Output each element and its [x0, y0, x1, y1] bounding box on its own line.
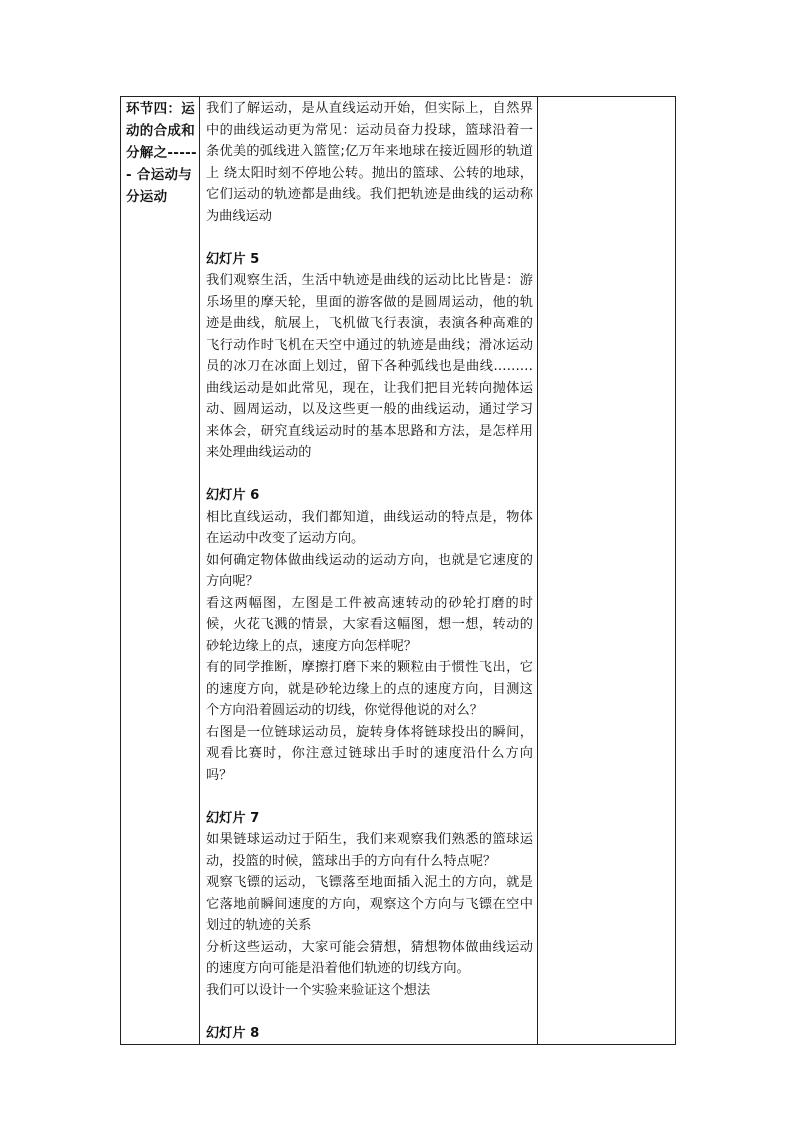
- slide-heading: 幻灯片 8: [206, 1025, 260, 1041]
- content-cell: [200, 97, 538, 1045]
- section-label-cell: [121, 97, 200, 1045]
- spacer: [206, 227, 533, 249]
- section-label: 环节四：运动的合成和分解之------ 合运动与分运动: [126, 101, 197, 205]
- spacer: [206, 464, 533, 486]
- slide-paragraph: 分析这些运动，大家可能会猜想，猜想物体做曲线运动的速度方向可能是沿着他们轨迹的切线方向。: [206, 939, 533, 976]
- slide-paragraph: 如何确定物体做曲线运动的运动方向，也就是它速度的方向呢？: [206, 552, 533, 589]
- slide-paragraph: 看这两幅图，左图是工件被高速转动的砂轮打磨的时候，火花飞溅的情景，大家看这幅图，想一想，转动的砂轮边缘上的点，速度方向怎样呢？: [206, 595, 533, 654]
- table-row: [121, 97, 676, 1045]
- notes-cell: [538, 97, 676, 1045]
- spacer: [206, 786, 533, 808]
- slide-heading: 幻灯片 5: [206, 251, 260, 267]
- intro-paragraph: 我们了解运动，是从直线运动开始，但实际上，自然界中的曲线运动更为常见：运动员奋力投球，篮球沿着一条优美的弧线进入篮筐;亿万年来地球在接近圆形的轨道上 绕太阳时刻不停地公转。抛出的篮球、公转的地球，它们运动的轨迹都是曲线。我们把轨迹是曲线的运动称为曲线运动: [206, 101, 533, 224]
- spacer: [206, 1001, 533, 1023]
- slide-paragraph: 我们观察生活，生活中轨迹是曲线的运动比比皆是：游乐场里的摩天轮，里面的游客做的是圆周运动，他的轨迹是曲线，航展上，飞机做飞行表演，表演各种高难的飞行动作时飞机在天空中通过的轨迹是曲线；滑冰运动员的冰刀在冰面上划过，留下各种弧线也是曲线………曲线运动是如此常见，现在，让我们把目光转向抛体运动、圆周运动，以及这些更一般的曲线运动，通过学习来体会，研究直线运动时的基本思路和方法，是怎样用来处理曲线运动的: [206, 273, 533, 460]
- slide-paragraph: 有的同学推断，摩擦打磨下来的颗粒由于惯性飞出，它的速度方向，就是砂轮边缘上的点的速度方向，目测这个方向沿着圆运动的切线，你觉得他说的对么？: [206, 660, 533, 718]
- slide-heading: 幻灯片 7: [206, 810, 260, 826]
- slide-paragraph: 观察飞镖的运动，飞镖落至地面插入泥土的方向，就是它落地前瞬间速度的方向，观察这个方向与飞镖在空中划过的轨迹的关系: [206, 875, 533, 933]
- content-body: [200, 97, 537, 1044]
- slide-paragraph: 我们可以设计一个实验来验证这个想法: [206, 982, 431, 998]
- lesson-plan-table: [120, 96, 676, 1045]
- slide-paragraph: 相比直线运动，我们都知道，曲线运动的特点是，物体在运动中改变了运动方向。: [206, 509, 533, 546]
- slide-paragraph: 右图是一位链球运动员，旋转身体将链球投出的瞬间，观看比赛时，你注意过链球出手时的速度沿什么方向吗？: [206, 724, 533, 783]
- slide-paragraph: 如果链球运动过于陌生，我们来观察我们熟悉的篮球运动，投篮的时候，篮球出手的方向有什么特点呢？: [206, 832, 533, 869]
- slide-heading: 幻灯片 6: [206, 488, 260, 503]
